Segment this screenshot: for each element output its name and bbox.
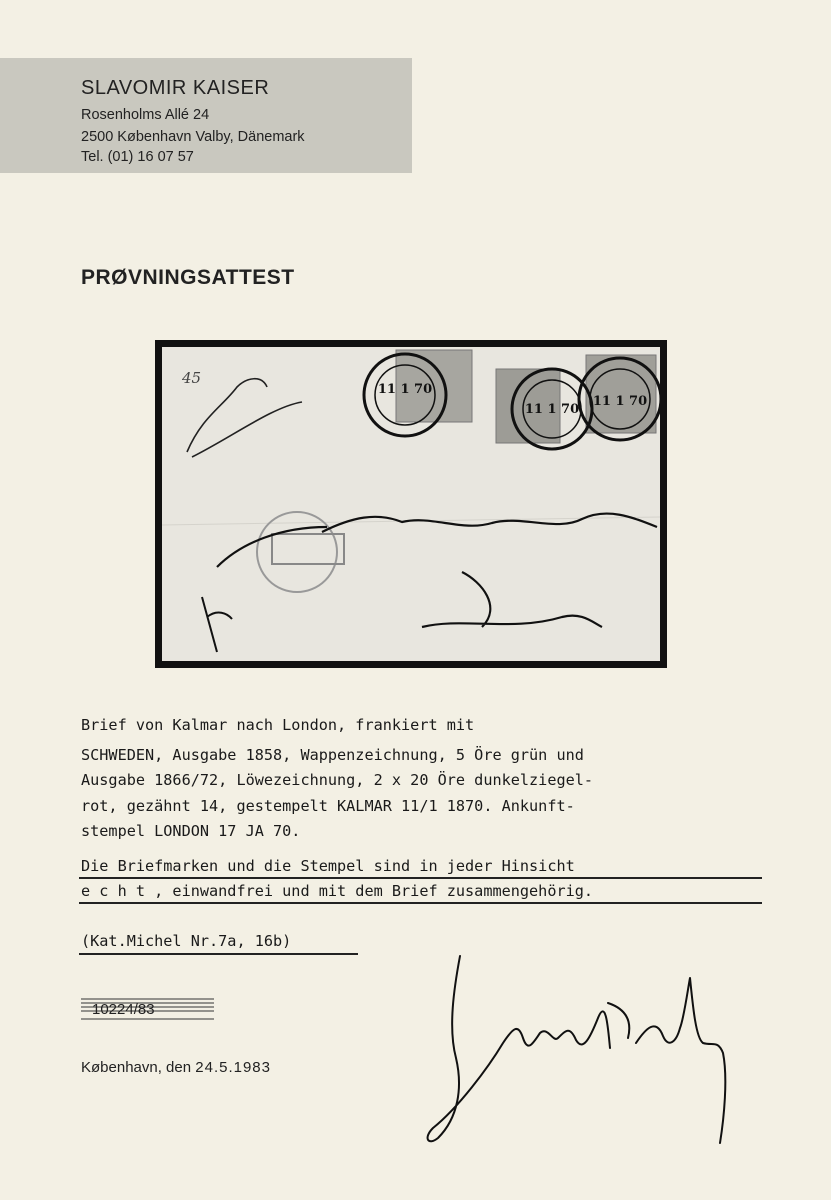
cover-photo	[162, 347, 660, 661]
svg-text:11 1 70: 11 1 70	[524, 402, 580, 417]
handwriting-via	[187, 379, 302, 457]
paid-box	[272, 534, 344, 564]
issuer-address-city: 2500 København Valby, Dänemark	[81, 129, 305, 145]
certificate-date: 24.5.1983	[195, 1059, 271, 1076]
certificate-number: 10224/83	[92, 1001, 155, 1018]
svg-text:11 1 70: 11 1 70	[377, 382, 433, 397]
description-line-4: rot, gezähnt 14, gestempelt KALMAR 11/1 1870. Ankunft-	[81, 797, 575, 815]
issuer-phone: Tel. (01) 16 07 57	[81, 149, 194, 165]
issuer-name: SLAVOMIR KAISER	[81, 77, 270, 99]
issuer-address-street: Rosenholms Allé 24	[81, 107, 210, 123]
place-label: København, den	[81, 1059, 192, 1076]
catalog-reference: (Kat.Michel Nr.7a, 16b)	[81, 932, 292, 950]
handwriting-mark	[202, 597, 232, 652]
statement-underline-2	[79, 902, 762, 904]
description-line-5: stempel LONDON 17 JA 70.	[81, 822, 301, 840]
handwriting-addressee	[217, 514, 657, 567]
statement-line-2: e c h t , einwandfrei und mit dem Brief zusammengehörig.	[81, 882, 594, 900]
place-and-date	[81, 1059, 271, 1076]
description-line-1: Brief von Kalmar nach London, frankiert mit	[81, 716, 475, 734]
statement-line-1: Die Briefmarken und die Stempel sind in jeder Hinsicht	[81, 857, 575, 875]
signature	[418, 948, 738, 1148]
certificate-title: PRØVNINGSATTEST	[81, 266, 295, 289]
arrival-postmark	[257, 512, 337, 592]
cover-photo-frame	[155, 340, 667, 668]
cover-illustration	[162, 347, 660, 661]
statement-underline-1	[79, 877, 762, 879]
svg-text:11 1 70: 11 1 70	[592, 394, 648, 409]
cover-note: 45	[182, 369, 202, 387]
description-line-3: Ausgabe 1866/72, Löwezeichnung, 2 x 20 Öre dunkelziegel-	[81, 771, 594, 789]
handwriting-city	[422, 572, 602, 627]
description-line-2: SCHWEDEN, Ausgabe 1858, Wappenzeichnung, 5 Öre grün und	[81, 746, 584, 764]
catalog-underline	[79, 953, 358, 955]
